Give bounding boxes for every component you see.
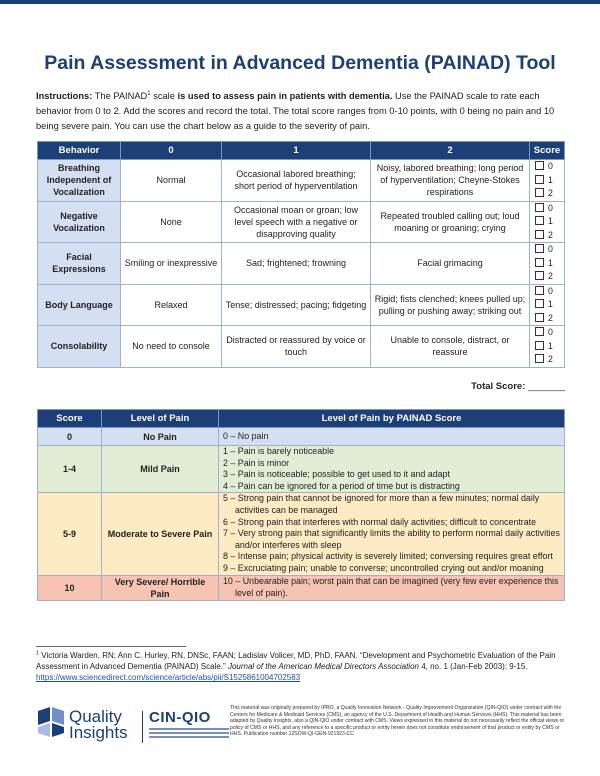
option-label: 1: [548, 174, 553, 185]
instructions-lead: Instructions:: [36, 91, 93, 101]
option-label: 2: [548, 312, 553, 323]
logo-fine-print: [149, 728, 229, 740]
score-option[interactable]: [535, 229, 561, 243]
top-rule: [0, 0, 600, 4]
score-options: [530, 284, 565, 326]
descriptor-1: Occasional labored breathing; short period of hyperventilation: [222, 160, 371, 202]
level-description: [219, 446, 565, 493]
instructions-text-1: The PAINAD: [92, 91, 148, 101]
descriptor-1: Tense; distressed; pacing; fidgeting: [222, 284, 371, 326]
total-score-label: Total Score:: [471, 381, 526, 392]
painad-row-breathing: [38, 160, 565, 202]
score-options: [530, 243, 565, 285]
score-option[interactable]: [535, 187, 561, 201]
score-option[interactable]: [535, 202, 561, 216]
logo-divider: [142, 711, 143, 743]
option-label: 0: [548, 202, 553, 213]
descriptor-0: No need to console: [121, 326, 222, 368]
option-label: 2: [548, 229, 553, 240]
level-item: 10 – Unbearable pain; worst pain that can be imagined (very few ever experience this level of pain).: [223, 575, 559, 598]
checkbox-icon[interactable]: [535, 327, 544, 336]
instructions-text-2: scale: [150, 91, 178, 101]
checkbox-icon[interactable]: [535, 244, 544, 253]
logo-word-2: Insights: [69, 723, 128, 742]
level-score: 0: [38, 428, 102, 446]
header-score: Score: [38, 410, 102, 428]
instructions-emphasis: is used to assess pain in patients with dementia.: [177, 91, 393, 101]
pain-level-table: [37, 409, 565, 601]
level-row-moderate-severe: [38, 493, 565, 575]
instructions: [36, 89, 566, 134]
descriptor-2: Noisy, labored breathing; long period of hyperventilation; Cheyne-Stokes respirations: [371, 160, 530, 202]
option-label: 0: [548, 285, 553, 296]
descriptor-1: Distracted or reassured by voice or touch: [222, 326, 371, 368]
painad-row-facial: [38, 243, 565, 285]
score-option[interactable]: [535, 257, 561, 271]
behavior-label: Facial Expressions: [38, 243, 121, 285]
disclaimer: This material was originally prepared by IPRO, a Quality Innovation Network - Quality Improvement Organization (QIN-QIO) under contract with the Centers for Medicare & Medicaid Services (CMS), an agency of the U.S. Department of Health and Human Services (HHS). This material has been adapted by Quality Insights, also a QIN-QIO under contract with CMS. Views expressed in this material do not necessarily reflect the official views or policy of CMS or HHS, and any reference to a specific product or entity herein does not constitute endorsement of that product or entity by CMS or HHS. Publication number 12SOW-QI-GEN-021923-CC: [230, 705, 565, 737]
level-description: [219, 493, 565, 575]
level-score: 1-4: [38, 446, 102, 493]
behavior-label: Breathing Independent of Vocalization: [38, 160, 121, 202]
score-option[interactable]: [535, 243, 561, 257]
score-options: [530, 201, 565, 243]
level-description: [219, 428, 565, 446]
level-row-no-pain: [38, 428, 565, 446]
level-score: 5-9: [38, 493, 102, 575]
checkbox-icon[interactable]: [535, 354, 544, 363]
total-score-blank[interactable]: _______: [525, 381, 565, 392]
level-row-mild: [38, 446, 565, 493]
descriptor-0: Smiling or inexpressive: [121, 243, 222, 285]
option-label: 1: [548, 299, 553, 309]
score-option[interactable]: [535, 326, 561, 340]
option-label: 0: [548, 244, 553, 254]
levels-header-row: [38, 410, 565, 428]
score-options: [530, 326, 565, 368]
footnote-ref: 1: [147, 90, 151, 97]
option-label: 2: [548, 271, 553, 281]
painad-row-body-language: [38, 284, 565, 326]
level-item: 7 – Very strong pain that significantly limits the ability to perform normal daily activities and/or interferes with sleep: [223, 528, 560, 550]
level-item: 2 – Pain is minor: [223, 457, 290, 468]
score-option[interactable]: [535, 174, 561, 188]
footnote-text: Victoria Warden, RN; Ann C. Hurley, RN, DNSc, FAAN; Ladislav Volicer, MD, PhD, FAAN. “Development and Psychometric Evaluation of the Pain Assessment in Advanced Dementia (PAINAD) Scale.”: [36, 651, 556, 672]
descriptor-0: Normal: [121, 160, 222, 202]
level-item: 3 – Pain is noticeable; possible to get used to it and adapt: [223, 469, 450, 480]
checkbox-icon[interactable]: [535, 313, 544, 322]
score-options: [530, 160, 565, 202]
option-label: 1: [548, 257, 553, 268]
checkbox-icon[interactable]: [535, 203, 544, 212]
checkbox-icon[interactable]: [535, 161, 544, 170]
footnote-divider: [36, 646, 186, 647]
score-option[interactable]: [535, 285, 561, 299]
footnote-number: 1: [36, 650, 40, 657]
option-label: 0: [548, 327, 553, 337]
descriptor-2: Rigid; fists clenched; knees pulled up; pulling or pushing away; striking out: [371, 284, 530, 326]
level-item: 1 – Pain is barely noticeable: [223, 446, 335, 456]
behavior-label: Negative Vocalization: [38, 201, 121, 243]
option-label: 1: [548, 216, 553, 226]
descriptor-1: Occasional moan or groan; low level speech with a negative or disapproving quality: [222, 201, 371, 243]
total-score[interactable]: [471, 381, 565, 392]
header-score: Score: [530, 142, 565, 160]
descriptor-0: Relaxed: [121, 284, 222, 326]
level-item: 0 – No pain: [223, 430, 269, 441]
score-option[interactable]: [535, 298, 561, 312]
level-item: 9 – Excruciating pain; unable to converse; uncontrolled crying out and/or moaning: [223, 562, 544, 573]
descriptor-0: None: [121, 201, 222, 243]
footnote-citation-end: 4, no. 1 (Jan-Feb 2003): 9-15.: [418, 662, 528, 672]
logo-word-1: Quality: [69, 707, 122, 726]
behavior-label: Body Language: [38, 284, 121, 326]
descriptor-2: Unable to console, distract, or reassure: [371, 326, 530, 368]
painad-row-vocalization: [38, 201, 565, 243]
footnote: [36, 650, 566, 684]
option-label: 2: [548, 188, 553, 198]
descriptor-1: Sad; frightened; frowning: [222, 243, 371, 285]
checkbox-icon[interactable]: [535, 299, 544, 308]
level-item: 6 – Strong pain that interferes with normal daily activities; difficult to concentrate: [223, 516, 537, 527]
header-level-by-score: Level of Pain by PAINAD Score: [219, 410, 565, 428]
level-score: 10: [38, 575, 102, 600]
level-item: 8 – Intense pain; physical activity is severely limited; conversing requires great effort: [223, 551, 553, 562]
level-row-very-severe: [38, 575, 565, 600]
checkbox-icon[interactable]: [535, 216, 544, 225]
instructions-text-3: Use the PAINAD scale to rate each behavior from 0 to 2. Add the scores and record the total. The total score ranges from 0-10 points, with 0 being no pain and 10 being severe pain. You can use the chart below as a guide to the severity of pain.: [36, 91, 555, 131]
painad-header-row: [38, 142, 565, 160]
quality-insights-logo-icon: [36, 705, 66, 739]
level-name: No Pain: [102, 428, 219, 446]
checkbox-icon[interactable]: [535, 258, 544, 267]
checkbox-icon[interactable]: [535, 341, 544, 350]
page-title: Pain Assessment in Advanced Dementia (PAINAD) Tool: [44, 52, 556, 74]
checkbox-icon[interactable]: [535, 230, 544, 239]
checkbox-icon[interactable]: [535, 271, 544, 280]
score-option[interactable]: [535, 340, 561, 354]
level-name: Very Severe/ Horrible Pain: [102, 575, 219, 600]
descriptor-2: Facial grimacing: [371, 243, 530, 285]
option-label: 2: [548, 354, 553, 364]
score-option[interactable]: [535, 160, 561, 174]
score-option[interactable]: [535, 215, 561, 229]
level-description: [219, 575, 565, 600]
behavior-label: Consolability: [38, 326, 121, 368]
score-option[interactable]: [535, 312, 561, 326]
option-label: 1: [548, 340, 553, 351]
level-item: 5 – Strong pain that cannot be ignored for more than a few minutes; normal daily activities can be managed: [223, 493, 540, 515]
score-option[interactable]: [535, 353, 561, 367]
footnote-link[interactable]: https://www.sciencedirect.com/science/article/abs/pii/S1525861004702583: [36, 673, 301, 683]
painad-row-consolability: [38, 326, 565, 368]
checkbox-icon[interactable]: [535, 286, 544, 295]
header-score-1: 1: [222, 142, 371, 160]
level-name: Moderate to Severe Pain: [102, 493, 219, 575]
logo-wordmark: [69, 709, 128, 741]
header-score-2: 2: [371, 142, 530, 160]
checkbox-icon[interactable]: [535, 175, 544, 184]
header-score-0: 0: [121, 142, 222, 160]
footnote-journal: Journal of the American Medical Directors Association: [227, 662, 419, 672]
descriptor-2: Repeated troubled calling out; loud moaning or groaning; crying: [371, 201, 530, 243]
header-level: Level of Pain: [102, 410, 219, 428]
cin-qio-logo: CIN-QIO: [149, 709, 211, 726]
option-label: 0: [548, 161, 553, 171]
header-behavior: Behavior: [38, 142, 121, 160]
score-option[interactable]: [535, 270, 561, 284]
level-name: Mild Pain: [102, 446, 219, 493]
level-item: 4 – Pain can be ignored for a period of time but is distracting: [223, 480, 460, 491]
quality-insights-logo: [36, 705, 226, 745]
checkbox-icon[interactable]: [535, 188, 544, 197]
painad-table: [37, 141, 565, 368]
